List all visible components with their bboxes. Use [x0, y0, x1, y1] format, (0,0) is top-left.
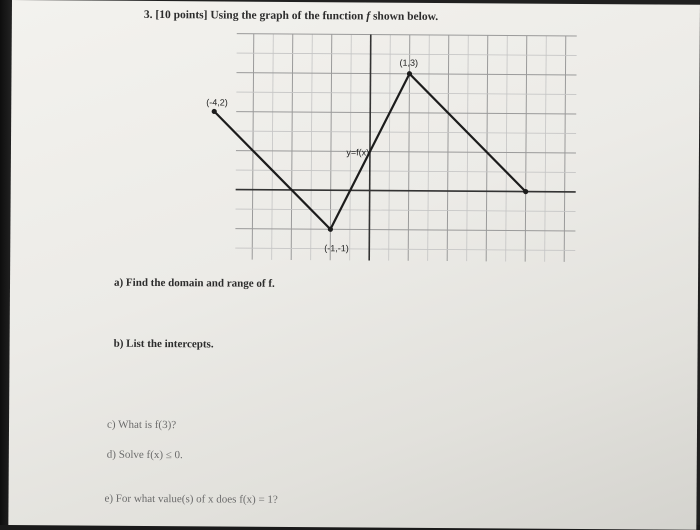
grid-line-horizontal-minor	[236, 92, 576, 94]
data-point	[212, 109, 217, 114]
question-d: d) Solve f(x) ≤ 0.	[106, 448, 183, 462]
grid-line-horizontal-minor	[236, 209, 576, 211]
worksheet-page	[8, 0, 700, 530]
curve-label: y=f(x)	[346, 147, 370, 158]
grid-line-vertical	[564, 36, 566, 262]
grid-line-vertical	[486, 35, 488, 261]
problem-points: [10 points]	[155, 9, 208, 22]
grid-line-horizontal	[236, 151, 576, 153]
grid-line-horizontal	[237, 34, 577, 36]
grid-line-horizontal-minor	[235, 248, 575, 250]
point-label: (-1,-1)	[324, 243, 349, 254]
problem-instruction-end: shown below.	[372, 10, 439, 23]
y-axis	[369, 35, 371, 261]
function-graph	[206, 21, 597, 269]
data-point	[407, 71, 412, 76]
data-point	[523, 189, 528, 194]
grid-line-horizontal	[236, 73, 576, 75]
grid-line-horizontal-minor	[236, 170, 576, 172]
grid-line-horizontal-minor	[237, 53, 577, 55]
grid-line-vertical-minor	[389, 35, 391, 261]
problem-number: 3.	[143, 8, 153, 21]
grid-line-horizontal	[236, 112, 576, 114]
grid-line-vertical-minor	[545, 36, 547, 262]
point-label: (1,3)	[399, 57, 419, 68]
question-a: a) Find the domain and range of f.	[113, 276, 275, 290]
grid-line-vertical-minor	[467, 35, 469, 261]
question-b: b) List the intercepts.	[113, 337, 214, 351]
grid-line-vertical-minor	[506, 35, 508, 261]
graph-grid	[235, 34, 577, 262]
point-label: (-4,2)	[206, 97, 228, 108]
data-point	[328, 227, 333, 232]
question-e: e) For what value(s) of x does f(x) = 1?	[104, 492, 278, 506]
grid-line-vertical	[447, 35, 449, 261]
grid-line-vertical	[525, 36, 527, 262]
grid-line-vertical	[291, 34, 293, 260]
grid-line-vertical-minor	[272, 34, 274, 260]
grid-line-vertical	[408, 35, 410, 261]
grid-line-horizontal-minor	[236, 131, 576, 133]
grid-line-vertical	[252, 34, 254, 260]
grid-line-horizontal	[235, 229, 575, 231]
grid-line-vertical-minor	[428, 35, 430, 261]
function-name: f	[366, 10, 371, 23]
problem-header	[144, 9, 438, 23]
problem-instruction: Using the graph of the function	[210, 9, 364, 23]
grid-line-vertical-minor	[311, 34, 313, 260]
question-c: c) What is f(3)?	[106, 418, 177, 432]
